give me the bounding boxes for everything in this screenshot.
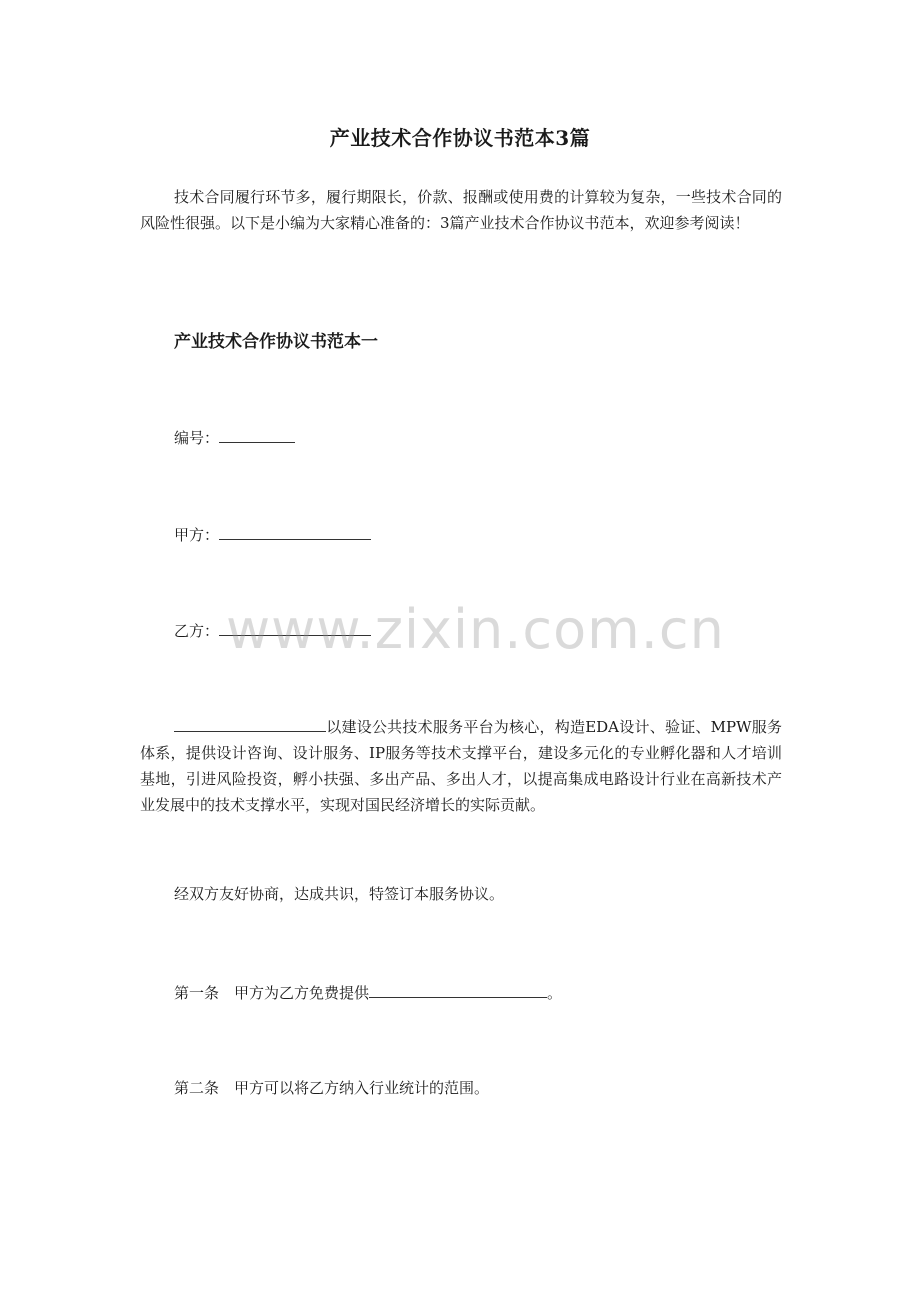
document-title: 产业技术合作协议书范本3篇	[329, 126, 591, 150]
mission-paragraph	[140, 713, 782, 818]
party-a-blank	[219, 521, 371, 540]
article-1-blank	[369, 979, 547, 998]
party-a-label: 甲方：	[174, 526, 220, 544]
party-a-line	[174, 521, 371, 548]
section-heading: 产业技术合作协议书范本一	[174, 332, 378, 352]
mission-blank	[174, 713, 326, 732]
watermark: www.zixin.com.cn	[226, 598, 725, 661]
agreement-line: 经双方友好协商，达成共识，特签订本服务协议。	[174, 885, 505, 903]
mission-text: 以建设公共技术服务平台为核心，构造EDA设计、验证、MPW服务体系，提供设计咨询、设计服务、IP服务等技术支撑平台，建设多元化的专业孵化器和人才培训基地，引进风险投资，孵小扶强、多出产品、多出人才，以提高集成电路设计行业在高新技术产业发展中的技术支撑水平，实现对国民经济增长的实际贡献。	[140, 718, 782, 814]
number-label: 编号：	[174, 429, 220, 447]
party-b-line	[174, 617, 371, 644]
article-2-line: 第二条 甲方可以将乙方纳入行业统计的范围。	[174, 1079, 490, 1097]
number-line	[174, 424, 295, 451]
intro-paragraph: 技术合同履行环节多，履行期限长，价款、报酬或使用费的计算较为复杂，一些技术合同的风险性很强。以下是小编为大家精心准备的：3篇产业技术合作协议书范本，欢迎参考阅读！	[140, 188, 782, 232]
party-b-label: 乙方：	[174, 622, 220, 640]
article-1-line	[174, 979, 562, 1006]
article-1-text: 第一条 甲方为乙方免费提供	[174, 984, 370, 1002]
number-blank	[219, 424, 295, 443]
article-1-suffix: 。	[547, 984, 563, 1002]
party-b-blank	[219, 617, 371, 636]
